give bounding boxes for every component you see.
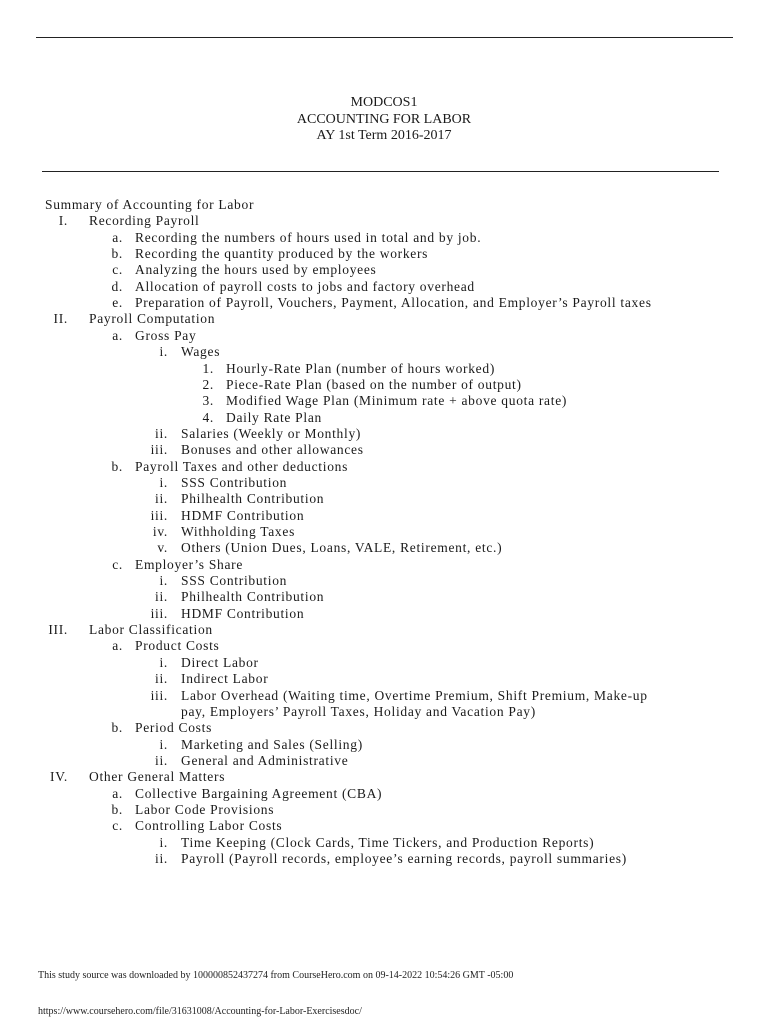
course-code: MODCOS1: [350, 95, 418, 110]
outline-item-level-2: Labor Code Provisions: [135, 801, 275, 817]
outline-item-level-3: Direct Labor: [181, 654, 259, 670]
outline-item-level-3: Withholding Taxes: [181, 524, 296, 539]
outline-marker: 2.: [202, 376, 214, 392]
outline-marker: b.: [111, 801, 123, 817]
outline-item-level-2: Recording the numbers of hours used in total and by job.: [135, 229, 482, 245]
outline-marker: v.: [157, 540, 168, 556]
outline-marker: ii.: [155, 425, 168, 441]
download-notice: This study source was downloaded by 100000852437274 from CourseHero.com on 09-14-2022 10:54:26 GMT -05:00: [38, 970, 514, 981]
outline-item-level-2: Gross Pay: [135, 327, 197, 343]
outline-item-level-1: Recording Payroll: [89, 213, 200, 229]
outline-marker: iv.: [152, 524, 168, 539]
outline-marker: c.: [112, 556, 123, 572]
outline-item-level-2: Preparation of Payroll, Vouchers, Payment, Allocation, and Employer’s Payroll taxes: [135, 295, 652, 311]
outline-marker: a.: [112, 229, 123, 245]
outline-item-level-2: Allocation of payroll costs to jobs and factory overhead: [135, 278, 475, 294]
outline-item-level-4: Daily Rate Plan: [226, 409, 322, 425]
outline-item-level-2: Product Costs: [135, 638, 220, 654]
outline-item-level-3: pay, Employers’ Payroll Taxes, Holiday and Vacation Pay): [181, 703, 536, 719]
outline-item-level-3: Wages: [181, 344, 221, 360]
outline-item-level-3: Labor Overhead (Waiting time, Overtime Premium, Shift Premium, Make-up: [181, 687, 648, 703]
outline-marker: iii.: [150, 442, 168, 458]
outline-marker: iii.: [150, 507, 168, 523]
outline-item-level-3: Bonuses and other allowances: [181, 442, 364, 458]
outline-item-level-1: Payroll Computation: [89, 311, 216, 327]
academic-term: AY 1st Term 2016-2017: [316, 128, 452, 143]
outline-item-level-2: Period Costs: [135, 720, 213, 736]
outline-item-level-3: HDMF Contribution: [181, 507, 305, 523]
outline-marker: i.: [159, 344, 168, 360]
outline-marker: i.: [159, 654, 168, 670]
outline-item-level-3: SSS Contribution: [181, 573, 288, 589]
outline-marker: d.: [111, 278, 123, 294]
outline-marker: i.: [159, 573, 168, 589]
outline-marker: c.: [112, 818, 123, 834]
outline-marker: ii.: [155, 589, 168, 605]
outline-item-level-2: Employer’s Share: [135, 556, 244, 572]
outline-item-level-3: Marketing and Sales (Selling): [181, 736, 363, 752]
outline-item-level-4: Modified Wage Plan (Minimum rate + above quota rate): [226, 393, 568, 409]
outline-marker: ii.: [155, 491, 168, 507]
outline-item-level-3: General and Administrative: [181, 752, 349, 768]
outline-marker: 1.: [202, 360, 214, 376]
outline-item-level-2: Analyzing the hours used by employees: [135, 262, 377, 278]
outline-item-level-1: Labor Classification: [89, 622, 213, 638]
outline-item-level-2: Collective Bargaining Agreement (CBA): [135, 785, 383, 801]
outline-marker: b.: [111, 458, 123, 474]
outline-marker: i.: [159, 474, 168, 490]
outline-item-level-2: Payroll Taxes and other deductions: [135, 458, 349, 474]
outline-item-level-3: Time Keeping (Clock Cards, Time Tickers, and Production Reports): [181, 834, 595, 850]
outline-item-level-2: Controlling Labor Costs: [135, 818, 283, 834]
outline-item-level-3: SSS Contribution: [181, 474, 288, 490]
outline-marker: b.: [111, 246, 123, 262]
outline-marker: 4.: [202, 409, 214, 425]
outline-marker: i.: [159, 834, 168, 850]
outline-marker: I.: [58, 213, 68, 229]
outline-item-level-3: Philhealth Contribution: [181, 589, 325, 605]
outline-item-level-3: Indirect Labor: [181, 671, 269, 687]
outline-marker: c.: [112, 262, 123, 278]
document-header: [0, 95, 768, 145]
outline-item-level-3: Others (Union Dues, Loans, VALE, Retirement, etc.): [181, 540, 503, 556]
outline-marker: ii.: [155, 851, 168, 866]
outline-marker: IV.: [50, 769, 68, 785]
outline-marker: b.: [111, 720, 123, 736]
header-divider: [42, 171, 719, 172]
outline-marker: a.: [112, 638, 123, 654]
document-title: ACCOUNTING FOR LABOR: [296, 111, 472, 127]
outline-item-level-3: Salaries (Weekly or Monthly): [181, 425, 362, 441]
outline-item-level-3: HDMF Contribution: [181, 605, 305, 621]
outline-marker: 3.: [202, 393, 214, 409]
outline-marker: ii.: [155, 671, 168, 687]
summary-title: Summary of Accounting for Labor: [45, 197, 255, 212]
outline-marker: ii.: [155, 752, 168, 768]
source-url[interactable]: https://www.coursehero.com/file/31631008/Accounting-for-Labor-Exercisesdoc/: [38, 1006, 362, 1017]
outline-marker: III.: [48, 622, 68, 638]
top-divider: [36, 37, 733, 38]
outline-item-level-3: Philhealth Contribution: [181, 491, 325, 507]
outline-marker: iii.: [150, 687, 168, 703]
outline-item-level-4: Piece-Rate Plan (based on the number of output): [226, 376, 522, 392]
outline-item-level-2: Recording the quantity produced by the workers: [135, 246, 429, 262]
outline-marker: e.: [112, 295, 123, 311]
outline-marker: a.: [112, 785, 123, 801]
outline-marker: II.: [53, 311, 68, 327]
outline-marker: iii.: [150, 605, 168, 621]
outline-item-level-3: Payroll (Payroll records, employee’s earning records, payroll summaries): [181, 851, 627, 866]
outline-marker: i.: [159, 736, 168, 752]
outline-marker: a.: [112, 327, 123, 343]
outline-item-level-1: Other General Matters: [89, 769, 226, 785]
outline-item-level-4: Hourly-Rate Plan (number of hours worked): [226, 360, 496, 376]
